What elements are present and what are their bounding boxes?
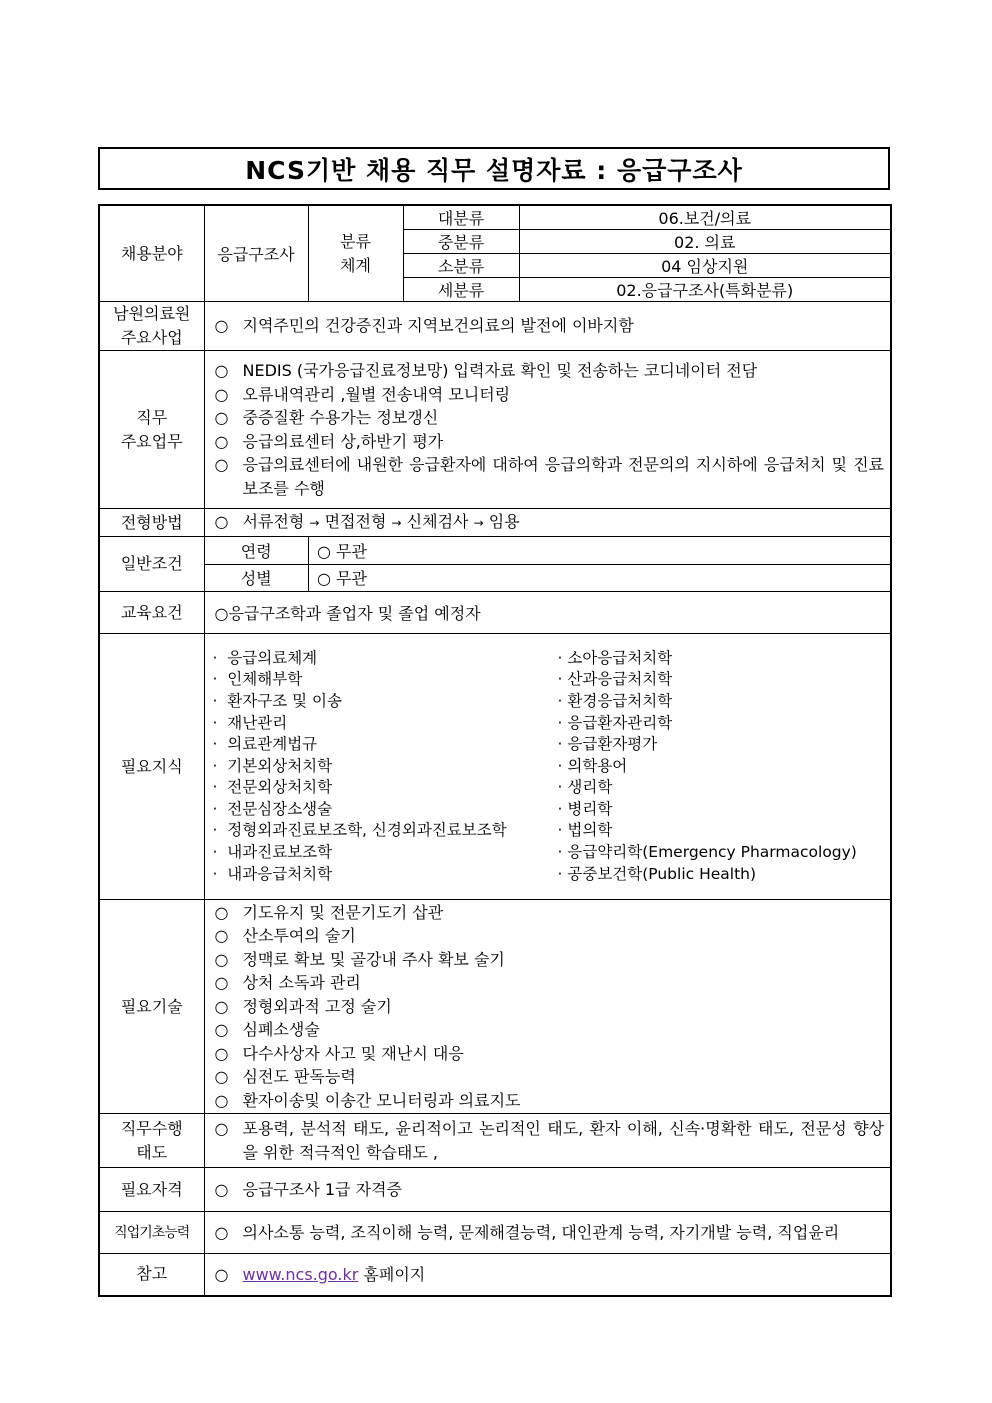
qualification-cell: [204, 1168, 891, 1212]
knowledge-cell: [204, 634, 891, 900]
attitude-label: [99, 1114, 204, 1168]
process-cell: [204, 509, 891, 537]
bullet-icon: ○: [214, 1179, 229, 1199]
duties-label: [99, 351, 204, 509]
business-text: 지역주민의 건강증진과 지역보건의료의 발전에 이바지함: [242, 316, 634, 336]
list-item: ○ 응급의료센터에 내원한 응급환자에 대하여 응급의학과 전문의의 지시하에 응급처치 및 진료보조를 수행: [215, 453, 891, 500]
age-label: 연령: [205, 537, 309, 564]
list-item: ○ 심전도 판독능력: [215, 1065, 891, 1089]
arrow-icon: →: [309, 515, 320, 530]
list-item: · 내과진료보조학: [212, 843, 333, 862]
reference-suffix: 홈페이지: [363, 1264, 426, 1284]
general-label: 일반조건: [99, 537, 204, 592]
attitude-cell: [204, 1114, 891, 1168]
list-item: · 소아응급처치학: [557, 648, 673, 667]
process-step: 신체검사: [406, 511, 469, 531]
arrow-icon: →: [391, 515, 402, 530]
bullet-icon: ○: [214, 1020, 229, 1040]
bullet-icon: ○: [214, 1264, 229, 1284]
class-middle-label: 중분류: [403, 230, 519, 254]
bullet-icon: ○: [214, 1067, 229, 1087]
list-item: ○ 다수사상자 사고 및 재난시 대응: [215, 1042, 891, 1066]
business-label-line2: 주요사업: [120, 328, 183, 347]
process-step: 임용: [488, 511, 520, 531]
class-minor-label: 소분류: [403, 254, 519, 278]
list-item: · 병리학: [557, 799, 613, 818]
list-item: · 법의학: [557, 821, 613, 840]
classification-label: [308, 205, 403, 302]
list-item: ○ NEDIS (국가응급진료정보망) 입력자료 확인 및 전송하는 코디네이터 전담: [215, 359, 891, 383]
business-label: [99, 302, 204, 351]
process-label: 전형방법: [99, 509, 204, 537]
basic-ability-text: 의사소통 능력, 조직이해 능력, 문제해결능력, 대인관계 능력, 자기개발 능력, 직업윤리: [242, 1222, 840, 1242]
job-description-table: [98, 204, 892, 1297]
class-major-label: 대분류: [403, 205, 519, 230]
bullet-icon: ○: [214, 902, 229, 922]
age-value: ○ 무관: [309, 537, 891, 564]
list-item: · 의학용어: [557, 756, 628, 775]
bullet-icon: ○: [214, 316, 229, 336]
ncs-link[interactable]: www.ncs.go.kr: [242, 1264, 359, 1284]
general-cell: [204, 537, 891, 592]
list-item: · 전문심장소생술: [212, 799, 333, 818]
attitude-label-line2: 태도: [136, 1142, 168, 1162]
list-item: · 응급환자평가: [557, 735, 658, 754]
qualification-label: 필요자격: [99, 1168, 204, 1212]
bullet-icon: ○: [214, 1222, 229, 1242]
list-item: · 기본외상처치학: [212, 756, 333, 775]
list-item: · 산과응급처치학: [557, 670, 673, 689]
duties-label-line1: 직무: [136, 407, 168, 427]
class-major-value: 06.보건/의료: [519, 205, 891, 230]
bullet-icon: ○: [214, 384, 229, 404]
list-item: · 환자구조 및 이송: [212, 691, 342, 710]
list-item: · 생리학: [557, 778, 613, 797]
bullet-icon: ○: [214, 455, 229, 474]
class-detail-value: 02.응급구조사(특화분류): [519, 278, 891, 302]
reference-cell: [204, 1254, 891, 1296]
list-item: · 의료관계법규: [212, 735, 318, 754]
list-item: ○ 상처 소독과 관리: [215, 971, 891, 995]
list-item: ○ 정형외과적 고정 술기: [215, 995, 891, 1019]
business-cell: [204, 302, 891, 351]
list-item: ○ 산소투여의 술기: [215, 924, 891, 948]
bullet-icon: ○: [214, 1090, 229, 1110]
process-steps: [243, 510, 891, 536]
education-value: ○응급구조학과 졸업자 및 졸업 예정자: [204, 592, 891, 634]
list-item: ○ 중증질환 수용가는 정보갱신: [215, 406, 891, 430]
knowledge-label: 필요지식: [99, 634, 204, 900]
list-item: ○ 기도유지 및 전문기도기 삽관: [215, 901, 891, 925]
list-item: · 내과응급처치학: [212, 864, 333, 883]
skills-cell: [204, 900, 891, 1114]
knowledge-right-list: [558, 648, 857, 886]
bullet-icon: ○: [214, 949, 229, 969]
list-item: ○ 오류내역관리 ,월별 전송내역 모니터링: [215, 383, 891, 407]
arrow-icon: →: [473, 515, 484, 530]
reference-label: 참고: [99, 1254, 204, 1296]
list-item: ○ 심폐소생술: [215, 1018, 891, 1042]
education-label: 교육요건: [99, 592, 204, 634]
list-item: · 정형외과진료보조학, 신경외과진료보조학: [212, 821, 507, 840]
bullet-icon: ○: [214, 408, 229, 427]
page-title: NCS기반 채용 직무 설명자료 : 응급구조사: [98, 147, 890, 190]
list-item: · 응급약리학(Emergency Pharmacology): [557, 843, 857, 862]
list-item: ○ 정맥로 확보 및 골강내 주사 확보 술기: [215, 948, 891, 972]
classification-label-line1: 분류: [340, 231, 371, 251]
list-item: · 재난관리: [212, 713, 288, 732]
bullet-icon: ○: [214, 926, 229, 946]
duties-label-line2: 주요업무: [120, 431, 183, 451]
knowledge-left-list: [213, 648, 558, 886]
recruit-field-value: 응급구조사: [204, 205, 308, 302]
class-minor-value: 04 임상지원: [519, 254, 891, 278]
gender-label: 성별: [205, 564, 309, 591]
process-step: 서류전형: [242, 511, 305, 531]
list-item: · 응급의료체계: [212, 648, 318, 667]
duties-cell: [204, 351, 891, 509]
gender-value: ○ 무관: [317, 569, 367, 589]
list-item: · 전문외상처치학: [212, 778, 333, 797]
qualification-text: 응급구조사 1급 자격증: [242, 1179, 402, 1199]
bullet-icon: ○: [214, 1119, 229, 1138]
bullet-icon: ○: [214, 996, 229, 1016]
process-step: 면접전형: [324, 511, 387, 531]
bullet-icon: ○: [214, 1043, 229, 1063]
recruit-field-label: 채용분야: [99, 205, 204, 302]
bullet-icon: ○: [214, 973, 229, 993]
list-item: · 인체해부학: [212, 670, 303, 689]
bullet-icon: ○: [214, 361, 229, 380]
class-middle-value: 02. 의료: [519, 230, 891, 254]
basic-ability-label: 직업기초능력: [99, 1212, 204, 1254]
list-item: · 공중보건학(Public Health): [557, 864, 757, 883]
basic-ability-cell: [204, 1212, 891, 1254]
classification-label-line2: 체계: [340, 255, 371, 275]
business-label-line1: 남원의료원: [113, 304, 191, 323]
list-item: ○ 환자이송및 이송간 모니터링과 의료지도: [215, 1089, 891, 1113]
class-detail-label: 세분류: [403, 278, 519, 302]
bullet-icon: ○: [214, 431, 229, 451]
attitude-text: 포용력, 분석적 태도, 윤리적이고 논리적인 태도, 환자 이해, 신속·명확한 태도, 전문성 향상을 위한 적극적인 학습태도 ,: [242, 1119, 884, 1162]
attitude-label-line1: 직무수행: [120, 1118, 183, 1138]
list-item: · 응급환자관리학: [557, 713, 673, 732]
list-item: · 환경응급처치학: [557, 691, 673, 710]
bullet-icon: ○: [214, 511, 229, 531]
skills-label: 필요기술: [99, 900, 204, 1114]
list-item: ○ 응급의료센터 상,하반기 평가: [215, 430, 891, 454]
